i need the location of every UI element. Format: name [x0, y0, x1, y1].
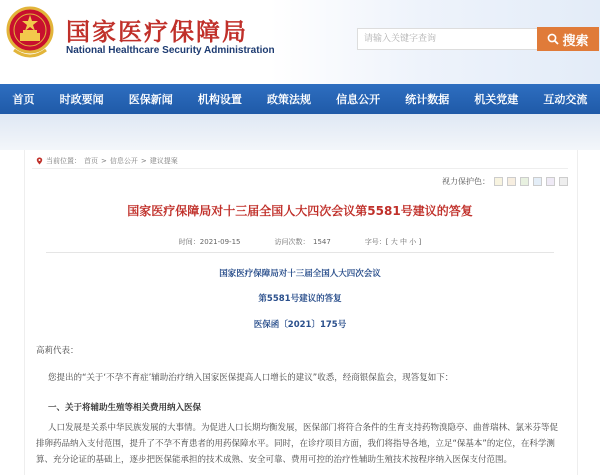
- divider: [32, 168, 568, 169]
- breadcrumb-home[interactable]: 首页: [84, 157, 98, 165]
- intro-paragraph: 您提出的“关于‘不孕不育症’辅助治疗纳入国家医保提高人口增长的建议”收悉，经商银保监会，现答复如下：: [48, 373, 454, 383]
- site-subtitle: National Healthcare Security Administration: [66, 45, 275, 56]
- vision-protection-label: 视力保护色：: [442, 177, 490, 186]
- nav-item-statistics[interactable]: 统计数据: [405, 93, 450, 106]
- body-paragraph: 人口发展是关系中华民族发展的大事情。为促进人口长期均衡发展，医保部门将符合条件的生育支持药物溴隐亭、曲普瑞林、氯米芬等促排卵药品纳入支付范围，提升了不孕不育患者的用药保障水平。同时，在诊疗项目方面，我们将指导各地，立足“保基本”的定位，在科学测算、充分论证的基础上，逐步把医保能承担的技术成熟、安全可靠、费用可控的治疗性辅助生殖技术按程序纳入医保支付范围。: [36, 423, 559, 465]
- site-header: [0, 0, 600, 84]
- search-icon: [547, 33, 559, 45]
- article-title: 国家医疗保障局对十三届全国人大四次会议第5581号建议的答复: [127, 204, 473, 218]
- vision-protection-colors: [442, 176, 568, 187]
- color-swatch[interactable]: [546, 177, 555, 186]
- breadcrumb-separator: >: [101, 157, 107, 165]
- section-heading: 一、关于将辅助生殖等相关费用纳入医保: [48, 403, 202, 413]
- nav-item-info-disclosure[interactable]: 信息公开: [336, 93, 381, 106]
- search-button[interactable]: [537, 27, 599, 51]
- divider: [46, 252, 554, 253]
- breadcrumb-label: 当前位置：: [46, 157, 81, 165]
- nav-item-healthcare-news[interactable]: 医保新闻: [128, 93, 173, 106]
- color-swatch[interactable]: [507, 177, 516, 186]
- color-swatch[interactable]: [533, 177, 542, 186]
- nav-item-interaction[interactable]: 互动交流: [543, 93, 588, 106]
- article-meta: [0, 237, 600, 247]
- main-nav: [0, 84, 600, 114]
- color-swatch[interactable]: [494, 177, 503, 186]
- color-swatch[interactable]: [559, 177, 568, 186]
- breadcrumb: [36, 156, 178, 166]
- publish-date: 时间：2021-09-15: [178, 238, 241, 246]
- doc-heading-line-2: 第5581号建议的答复: [258, 294, 342, 304]
- nav-item-organization[interactable]: 机构设置: [197, 93, 242, 106]
- search-input[interactable]: [357, 28, 537, 50]
- salutation: 高莉代表：: [36, 346, 79, 356]
- nav-item-policies[interactable]: 政策法规: [266, 93, 311, 106]
- search-button-label: 搜索: [562, 33, 589, 49]
- breadcrumb-proposals[interactable]: 建议提案: [149, 157, 178, 165]
- color-swatch[interactable]: [520, 177, 529, 186]
- location-icon: [36, 157, 43, 165]
- font-size-control[interactable]: 字号：[ 大 中 小 ]: [364, 238, 422, 246]
- doc-heading-line-1: 国家医疗保障局对十三届全国人大四次会议: [219, 269, 381, 279]
- national-emblem-icon[interactable]: [6, 6, 54, 60]
- breadcrumb-info-disclosure[interactable]: 信息公开: [109, 157, 138, 165]
- page-background-band: [0, 114, 600, 150]
- view-count: 访问次数： 1547: [274, 238, 331, 246]
- site-title[interactable]: 国家医疗保障局: [66, 17, 248, 46]
- nav-item-home[interactable]: 首页: [12, 93, 35, 106]
- nav-item-current-affairs[interactable]: 时政要闻: [59, 93, 104, 106]
- doc-number: 医保函〔2021〕175号: [253, 320, 347, 330]
- nav-item-party-building[interactable]: 机关党建: [474, 93, 519, 106]
- breadcrumb-separator: >: [140, 157, 147, 165]
